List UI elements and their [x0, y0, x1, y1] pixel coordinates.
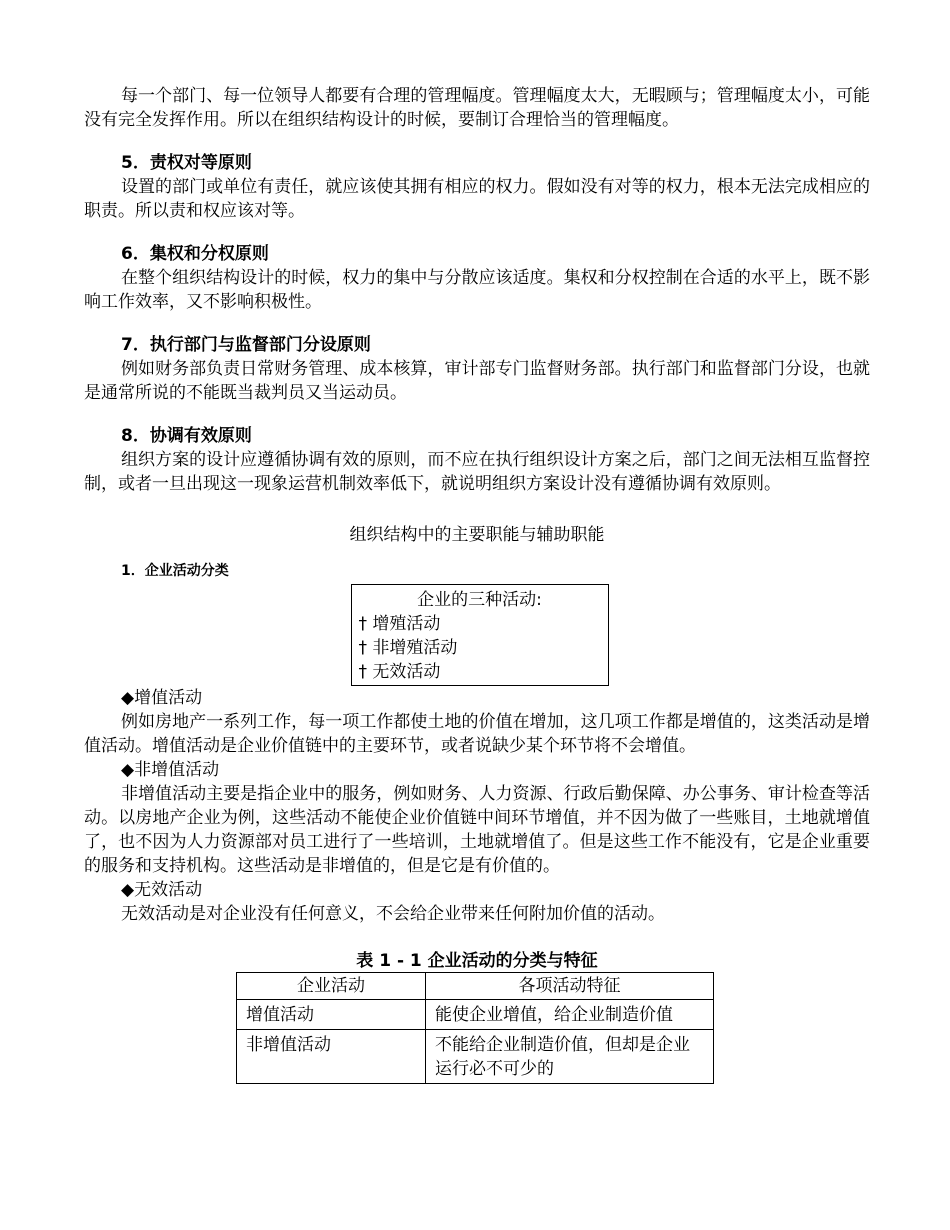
section-text: 例如财务部负责日常财务管理、成本核算，审计部专门监督财务部。执行部门和监督部门分设，也就是通常所说的不能既当裁判员又当运动员。 — [84, 359, 870, 403]
table-cell: 能使企业增值，给企业制造价值 — [426, 1000, 714, 1030]
section-text: 设置的部门或单位有责任，就应该使其拥有相应的权力。假如没有对等的权力，根本无法完成相应的职责。所以责和权应该对等。 — [84, 177, 870, 221]
table-cell: 增值活动 — [237, 1000, 426, 1030]
table-header-row — [237, 973, 714, 1000]
section-text: 在整个组织结构设计的时候，权力的集中与分散应该适度。集权和分权控制在合适的水平上，既不影响工作效率，又不影响积极性。 — [84, 268, 870, 312]
document-page — [84, 84, 870, 1084]
table-caption: 表 1 - 1 企业活动的分类与特征 — [356, 951, 598, 971]
section-heading: 6．集权和分权原则 — [121, 244, 269, 264]
activity-text: 无效活动是对企业没有任何意义，不会给企业带来任何附加价值的活动。 — [121, 904, 665, 924]
section-5 — [84, 151, 870, 223]
section-8 — [84, 424, 870, 496]
activity-label: ◆无效活动 — [121, 880, 203, 900]
center-title: 组织结构中的主要职能与辅助职能 — [349, 525, 605, 545]
box-item: † 非增殖活动 — [358, 638, 458, 658]
table-cell: 非增值活动 — [237, 1030, 426, 1084]
section-heading: 8．协调有效原则 — [121, 426, 252, 446]
activity-types-box — [351, 584, 609, 686]
activity-text: 例如房地产一系列工作，每一项工作都使土地的价值在增加，这几项工作都是增值的，这类活动是增值活动。增值活动是企业价值链中的主要环节，或者说缺少某个环节将不会增值。 — [84, 712, 870, 756]
table-row — [237, 1000, 714, 1030]
activity-invalid — [84, 878, 870, 926]
activity-table — [236, 972, 714, 1084]
section-7 — [84, 333, 870, 405]
box-item: † 无效活动 — [358, 662, 441, 682]
section-text: 组织方案的设计应遵循协调有效的原则，而不应在执行组织设计方案之后，部门之间无法相互监督控制，或者一旦出现这一现象运营机制效率低下，就说明组织方案设计没有遵循协调有效原则。 — [84, 450, 870, 494]
activity-text: 非增值活动主要是指企业中的服务，例如财务、人力资源、行政后勤保障、办公事务、审计检查等活动。以房地产企业为例，这些活动不能使企业价值链中间环节增值，并不因为做了一些账目，土地就增值了，也不因为人力资源部对员工进行了一些培训，土地就增值了。但是这些工作不能没有，它是企业重要的服务和支持机构。这些活动是非增值的，但是它是有价值的。 — [84, 784, 870, 876]
table-header-cell: 各项活动特征 — [426, 973, 714, 1000]
section-heading: 7．执行部门与监督部门分设原则 — [121, 335, 371, 355]
activity-label: ◆增值活动 — [121, 688, 203, 708]
activity-box-wrapper — [84, 584, 870, 686]
table-row — [237, 1030, 714, 1084]
section-6 — [84, 242, 870, 314]
activity-label: ◆非增值活动 — [121, 760, 220, 780]
table-header-cell: 企业活动 — [237, 973, 426, 1000]
box-item: † 增殖活动 — [358, 614, 441, 634]
intro-paragraph: 每一个部门、每一位领导人都要有合理的管理幅度。管理幅度太大，无暇顾与；管理幅度太小，可能没有完全发挥作用。所以在组织结构设计的时候，要制订合理恰当的管理幅度。 — [84, 86, 870, 130]
activity-non-value-added — [84, 758, 870, 878]
sub-heading: 1．企业活动分类 — [121, 563, 229, 579]
table-cell: 不能给企业制造价值，但却是企业运行必不可少的 — [426, 1030, 714, 1084]
section-heading: 5．责权对等原则 — [121, 153, 252, 173]
activity-value-added — [84, 686, 870, 758]
box-title: 企业的三种活动: — [417, 590, 542, 610]
